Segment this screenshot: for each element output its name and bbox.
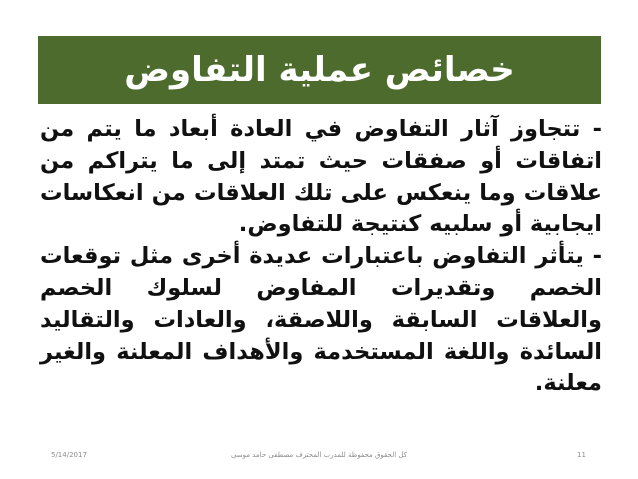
footer-page-number: 11 (577, 451, 586, 459)
title-bar (38, 36, 601, 104)
bullet-paragraph-2: - يتأثر التفاوض باعتبارات عديدة أخرى مثل توقعات الخصم وتقديرات المفاوض لسلوك الخصم والعلاقات السابقة واللاصقة، والعادات والتقاليد السائدة واللغة المستخدمة والأهداف المعلنة والغير معلنة. (40, 243, 602, 397)
footer-copyright: كل الحقوق محفوظة للمدرب المحترف مصطفى حامد موسى (230, 451, 408, 459)
slide-title: خصائص عملية التفاوض (124, 50, 515, 90)
slide-body (40, 114, 602, 424)
footer-date: 5/14/2017 (51, 451, 87, 459)
bullet-paragraph-1: - تتجاوز آثار التفاوض في العادة أبعاد ما يتم من اتفاقات أو صفقات حيث تمتد إلى ما يتراكم من علاقات وما ينعكس على تلك العلاقات من انعكاسات ايجابية أو سلبيه كنتيجة للتفاوض. (40, 116, 602, 238)
